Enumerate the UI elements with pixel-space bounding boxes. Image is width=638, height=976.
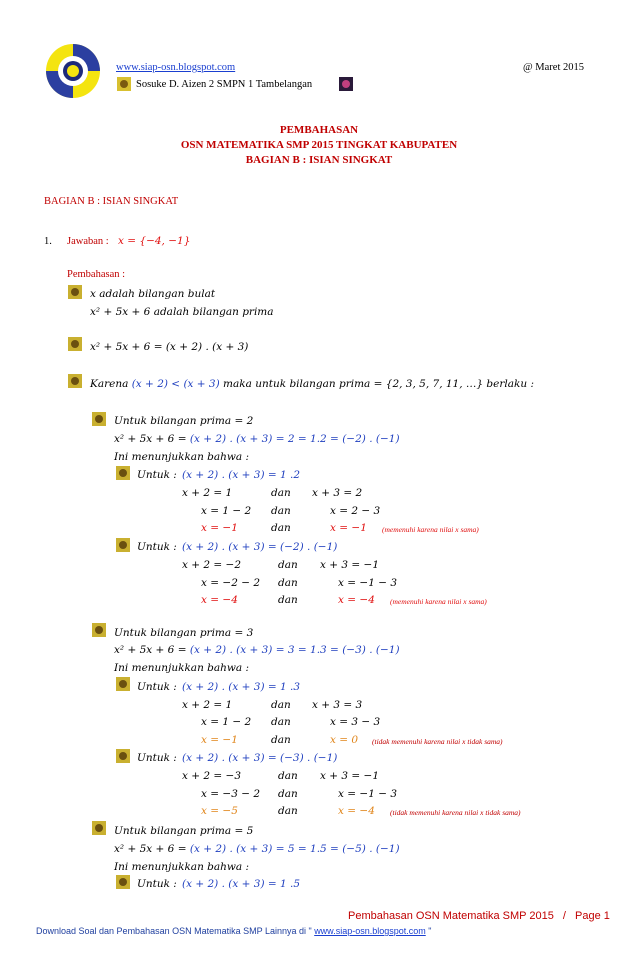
prime2-expression: x² + 5x + 6 = (x + 2) . (x + 3) = 2 = 1.2 = (−2) . (−1) — [114, 433, 400, 445]
prime3-case1-untuk: Untuk : — [137, 681, 177, 693]
p2c1-r1b: x + 3 = 2 — [312, 487, 363, 499]
bullet-icon — [92, 623, 106, 637]
p2c1-r2a: x = 1 − 2 — [201, 505, 252, 517]
section-heading: BAGIAN B : ISIAN SINGKAT — [44, 196, 179, 207]
bullet-icon — [116, 749, 130, 763]
footer-download — [36, 926, 431, 936]
answer-value: x = {−4, −1} — [118, 235, 191, 247]
prime2-case2-equation: (x + 2) . (x + 3) = (−2) . (−1) — [182, 541, 338, 553]
p3c1-r2b: x = 3 − 3 — [330, 716, 381, 728]
prime3-showing: Ini menunjukkan bahwa : — [114, 662, 250, 674]
premise-line-2: x² + 5x + 6 adalah bilangan prima — [90, 306, 274, 318]
p2c1-dan1: dan — [271, 487, 291, 499]
footer-separator: / — [562, 910, 566, 922]
p3c2-r1a: x + 2 = −3 — [182, 770, 242, 782]
p3c2-dan3: dan — [278, 805, 298, 817]
prime3-case2-equation: (x + 2) . (x + 3) = (−3) . (−1) — [182, 752, 338, 764]
p2c1-r2b: x = 2 − 3 — [330, 505, 381, 517]
author-line: Sosuke D. Aizen 2 SMPN 1 Tambelangan — [136, 79, 313, 90]
p2c2-r3a: x = −4 — [201, 594, 238, 606]
p3c2-r3a: x = −5 — [201, 805, 238, 817]
footer-download-end: " — [425, 926, 432, 936]
discussion-label: Pembahasan : — [67, 269, 126, 280]
logo-icon — [44, 42, 102, 100]
site-link[interactable]: www.siap-osn.blogspot.com — [116, 62, 236, 73]
title-line-1: PEMBAHASAN — [279, 124, 359, 136]
prime2-case1-untuk: Untuk : — [137, 469, 177, 481]
p2c2-dan2: dan — [278, 577, 298, 589]
p3c1-r1b: x + 3 = 3 — [312, 699, 363, 711]
bullet-icon — [92, 412, 106, 426]
p2c2-r1a: x + 2 = −2 — [182, 559, 242, 571]
p2c2-dan3: dan — [278, 594, 298, 606]
p2c2-r2b: x = −1 − 3 — [338, 577, 398, 589]
p2c1-r1a: x + 2 = 1 — [182, 487, 233, 499]
p3c1-r2a: x = 1 − 2 — [201, 716, 252, 728]
premise-line-1: x adalah bilangan bulat — [90, 288, 216, 300]
prime2-showing: Ini menunjukkan bahwa : — [114, 451, 250, 463]
p2c2-r1b: x + 3 = −1 — [320, 559, 380, 571]
author-right-icon — [339, 77, 353, 91]
p3c2-r2a: x = −3 − 2 — [201, 788, 261, 800]
bullet-icon — [116, 875, 130, 889]
p2c1-dan3: dan — [271, 522, 291, 534]
p2c2-note: (memenuhi karena nilai x sama) — [390, 597, 487, 606]
p3c1-dan3: dan — [271, 734, 291, 746]
factorization: x² + 5x + 6 = (x + 2) . (x + 3) — [90, 341, 249, 353]
p3c2-dan1: dan — [278, 770, 298, 782]
footer-download-link[interactable]: www.siap-osn.blogspot.com — [314, 926, 426, 936]
title-line-3: BAGIAN B : ISIAN SINGKAT — [245, 154, 393, 166]
bullet-icon — [116, 538, 130, 552]
footer-page-number: Page 1 — [575, 910, 610, 922]
p2c1-note: (memenuhi karena nilai x sama) — [382, 525, 479, 534]
p3c2-r1b: x + 3 = −1 — [320, 770, 380, 782]
p2c1-dan2: dan — [271, 505, 291, 517]
prime3-case2-untuk: Untuk : — [137, 752, 177, 764]
p3c2-dan2: dan — [278, 788, 298, 800]
p3c1-note: (tidak memenuhi karena nilai x tidak sama) — [372, 737, 503, 746]
prime5-showing: Ini menunjukkan bahwa : — [114, 861, 250, 873]
prime5-case1-untuk: Untuk : — [137, 878, 177, 890]
p3c1-r1a: x + 2 = 1 — [182, 699, 233, 711]
header-date: @ Maret 2015 — [523, 62, 584, 73]
prime2-label: Untuk bilangan prima = 2 — [114, 415, 254, 427]
prime3-case1-equation: (x + 2) . (x + 3) = 1 .3 — [182, 681, 301, 693]
author-left-icon — [117, 77, 131, 91]
p2c2-r3b: x = −4 — [338, 594, 375, 606]
bullet-icon — [116, 677, 130, 691]
prime5-expression: x² + 5x + 6 = (x + 2) . (x + 3) = 5 = 1.5 = (−5) . (−1) — [114, 843, 400, 855]
footer-title: Pembahasan OSN Matematika SMP 2015 — [348, 910, 554, 922]
p2c2-r2a: x = −2 − 2 — [201, 577, 261, 589]
p3c1-r3b: x = 0 — [330, 734, 359, 746]
prime2-case2-untuk: Untuk : — [137, 541, 177, 553]
bullet-icon — [116, 466, 130, 480]
footer-page-info — [348, 910, 610, 922]
bullet-icon — [68, 285, 82, 299]
reasoning-line: Karena (x + 2) < (x + 3) maka untuk bilangan prima = {2, 3, 5, 7, 11, …} berlaku : — [90, 378, 535, 390]
bullet-icon — [68, 337, 82, 351]
prime5-case1-equation: (x + 2) . (x + 3) = 1 .5 — [182, 878, 301, 890]
bullet-icon — [92, 821, 106, 835]
footer-download-text: Download Soal dan Pembahasan OSN Matematika SMP Lainnya di " — [36, 926, 315, 936]
p3c1-r3a: x = −1 — [201, 734, 238, 746]
problem-number: 1. — [44, 236, 52, 247]
prime3-expression: x² + 5x + 6 = (x + 2) . (x + 3) = 3 = 1.3 = (−3) . (−1) — [114, 644, 400, 656]
answer-label: Jawaban : — [67, 236, 109, 247]
p3c2-note: (tidak memenuhi karena nilai x tidak sama) — [390, 808, 521, 817]
title-line-2: OSN MATEMATIKA SMP 2015 TINGKAT KABUPATEN — [180, 139, 458, 151]
bullet-icon — [68, 374, 82, 388]
prime3-label: Untuk bilangan prima = 3 — [114, 627, 254, 639]
p2c1-r3b: x = −1 — [330, 522, 367, 534]
p3c1-dan2: dan — [271, 716, 291, 728]
p3c2-r2b: x = −1 − 3 — [338, 788, 398, 800]
p3c2-r3b: x = −4 — [338, 805, 375, 817]
p2c2-dan1: dan — [278, 559, 298, 571]
p2c1-r3a: x = −1 — [201, 522, 238, 534]
p3c1-dan1: dan — [271, 699, 291, 711]
prime2-case1-equation: (x + 2) . (x + 3) = 1 .2 — [182, 469, 301, 481]
prime5-label: Untuk bilangan prima = 5 — [114, 825, 254, 837]
